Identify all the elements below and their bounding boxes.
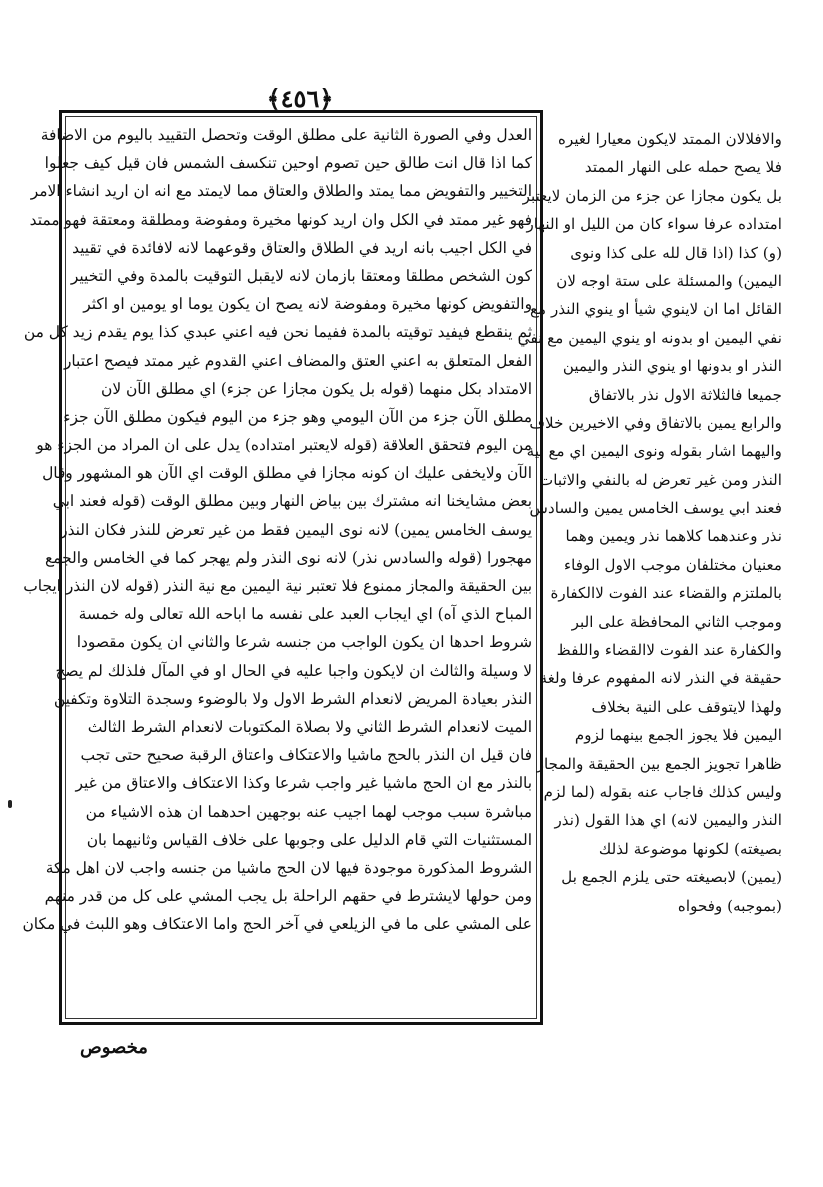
margin-text-line: نفي اليمين او بدونه او ينوي اليمين مع نفي: [517, 328, 782, 347]
main-text-line: لا وسيلة والثالث ان لايكون واجبا عليه في الحال او في المآل فلذلك لم يصح: [55, 661, 532, 680]
margin-commentary: [517, 125, 782, 1025]
main-text-line: مطلق الآن جزء من الآن اليومي وهو جزء من اليوم فيكون مطلق الآن جزءا: [59, 407, 532, 426]
main-text-line: النذر بعيادة المريض لانعدام الشرط الاول ولا بالوضوء وسجدة التلاوة وتكفين: [53, 689, 532, 708]
margin-text-line: اليمين فلا يجوز الجمع بينهما لزوم: [574, 726, 782, 745]
main-text-line: في الكل اجيب بانه اريد في الطلاق والعتاق وقوعهما لانه لافائدة في تقييد: [72, 238, 532, 257]
margin-text-line: وموجب الثاني المحافظة على البر: [571, 612, 782, 631]
main-text-line: من اليوم فتحقق العلاقة (قوله لايعتبر امتداده) يدل على ان المراد من الجزء هو: [36, 436, 532, 455]
margin-text-line: معنيان مختلفان موجب الاول الوفاء: [564, 555, 782, 574]
main-text-line: شروط احدها ان يكون الواجب من جنسه شرعا والثاني ان يكون مقصودا: [76, 633, 532, 652]
main-text-line: يوسف الخامس يمين) لانه نوى اليمين فقط من غير تعرض للنذر فكان النذر: [60, 520, 532, 539]
margin-text-line: بالملتزم والقضاء عند الفوت لاالكفارة: [550, 584, 782, 603]
margin-text-line: والافلالان الممتد لايكون معيارا لغيره: [557, 130, 782, 148]
margin-text-line: بصيغته) لكونها موضوعة لذلك: [598, 839, 782, 858]
main-text-line: والتفويض كونها مخيرة ومفوضة لانه يصح ان يكون يوما او يومين او اكثر: [83, 295, 532, 314]
main-text-line: بالنذر مع ان الحج ماشيا غير واجب شرعا وكذا الاعتكاف والاعتاق من غير: [75, 774, 532, 793]
main-text-line: فان قيل ان النذر بالحج ماشيا والاعتكاف واعتاق الرقبة صحيح حتى تجب: [80, 746, 532, 765]
main-text-line: الامتداد بكل منهما (قوله بل يكون مجازا عن جزء) اي مطلق الآن لان: [101, 379, 532, 398]
margin-text-line: القائل اما ان لاينوي شيأ او ينوي النذر مع: [529, 300, 782, 319]
margin-text-line: فعند ابي يوسف الخامس يمين والسادس: [529, 499, 782, 518]
main-text-line: كون الشخص مطلقا ومعتقا بازمان لانه لايقبل التوقيت بالمدة وفي التخيير: [70, 266, 532, 285]
margin-text-line: امتداده عرفا سواء كان من الليل او النهار: [526, 215, 782, 234]
margin-text-line: النذر ومن غير تعرض له بالنفي والاثبات: [538, 470, 782, 489]
main-text-line: ومن حولها لايشترط في حقهم الراحلة بل يجب المشي على كل من قدر منهم: [44, 887, 532, 906]
margin-text-line: بل يكون مجازا عن جزء من الزمان لايعتبر: [522, 186, 782, 205]
main-text-line: فهو غير ممتد في الكل وان اريد كونها مخيرة ومفوضة ومطلقة ومعتقة فهو ممتد: [29, 210, 532, 229]
main-text-line: الآن ولايخفى عليك ان كونه مجازا في مطلق الوقت اي الآن هو المشهور وقال: [42, 464, 532, 483]
ink-mark: [8, 800, 12, 808]
margin-text-line: النذر واليمين لانه) اي هذا القول (نذر: [554, 811, 782, 830]
main-text-line: المستثنيات التي قام الدليل على وجوبها على خلاف القياس وثانيهما بان: [86, 830, 532, 849]
margin-text-line: نذر وعندهما كلاهما نذر ويمين وهما: [565, 527, 782, 546]
main-text-block: [22, 121, 532, 1014]
main-text-line: العدل وفي الصورة الثانية على مطلق الوقت وتحصل التقييد باليوم من الاضافة: [40, 126, 532, 144]
main-text-line: الفعل المتعلق به اعني العتق والمضاف اعني القدوم غير ممتد فيصح اعتبار: [63, 351, 532, 370]
margin-text-line: (يمين) لابصيغته حتى يلزم الجمع بل: [561, 868, 782, 887]
margin-text-line: والرابع يمين بالاتفاق وفي الاخيرين خلاف: [529, 413, 782, 432]
main-text-line: الشروط المذكورة موجودة فيها لان الحج ماشيا من جنسه واجب لان اهل مكة: [45, 858, 532, 877]
main-text-line: الميت لانعدام الشرط الثاني ولا بصلاة المكتوبات لانعدام الشرط الثالث: [87, 717, 532, 736]
main-text-line: مباشرة سبب موجب لهما اجيب عنه بوجهين احدهما ان هذه الاشياء من: [85, 802, 532, 821]
main-text-frame: [22, 110, 543, 1025]
margin-text-line: ظاهرا تجويز الجمع بين الحقيقة والمجاز: [536, 754, 782, 773]
main-text-line: على المشي على ما في الزيلعي في آخر الحج واما الاعتكاف وهو اللبث في مكان: [22, 915, 532, 934]
main-text-line: التخيير والتفويض مما يمتد والطلاق والعتاق مما لايمتد مع انه ان اريد انشاء الامر: [30, 182, 532, 201]
main-text-line: ثم ينقطع فيفيد توقيته بالمدة ففيما نحن فيه اعني عبدي كذا يوم يقدم زيد كل من: [23, 323, 532, 342]
main-text-line: كما اذا قال انت طالق حين تصوم اوحين تنكسف الشمس فان قيل كيف جعلوا: [44, 154, 532, 173]
margin-text-line: ولهذا لايتوقف على النية بخلاف: [591, 697, 782, 716]
page-number: ﴿٤٥٦﴾: [266, 84, 334, 113]
margin-text-line: حقيقة في النذر لانه المفهوم عرفا ولغة: [539, 669, 782, 688]
margin-text-line: واليهما اشار بقوله ونوى اليمين اي مع نية: [526, 442, 782, 461]
margin-text-line: (بموجبه) وفحواه: [677, 896, 782, 915]
margin-text-line: فلا يصح حمله على النهار الممتد: [584, 158, 782, 177]
main-text-line: بين الحقيقة والمجاز ممنوع فلا تعتبر نية اليمين مع نية النذر (قوله لان النذر ايجاب: [23, 577, 532, 595]
margin-text-line: جميعا فالثلاثة الاول نذر بالاتفاق: [588, 385, 782, 404]
margin-text-line: (و) كذا (اذا قال لله على كذا ونوى: [570, 243, 782, 262]
catchword: مخصوص: [80, 1037, 148, 1058]
margin-text-line: والكفارة عند الفوت لاالقضاء واللفظ: [556, 641, 782, 660]
main-text-line: المباح الذي آه) اي ايجاب العبد على نفسه ما اباحه الله تعالى وله خمسة: [78, 605, 532, 624]
margin-text-line: اليمين) والمسئلة على ستة اوجه لان: [556, 271, 782, 290]
main-text-line: مهجورا (قوله والسادس نذر) لانه نوى النذر ولم يهجر كما في الخامس والجمع: [44, 548, 532, 567]
margin-text-line: وليس كذلك فاجاب عنه بقوله (لما لزم: [543, 782, 782, 801]
main-text-line: بعض مشايخنا انه مشترك بين بياض النهار وبين مطلق الوقت (قوله فعند ابي: [52, 492, 532, 511]
margin-text-line: النذر او بدونها او ينوي النذر واليمين: [562, 357, 782, 376]
